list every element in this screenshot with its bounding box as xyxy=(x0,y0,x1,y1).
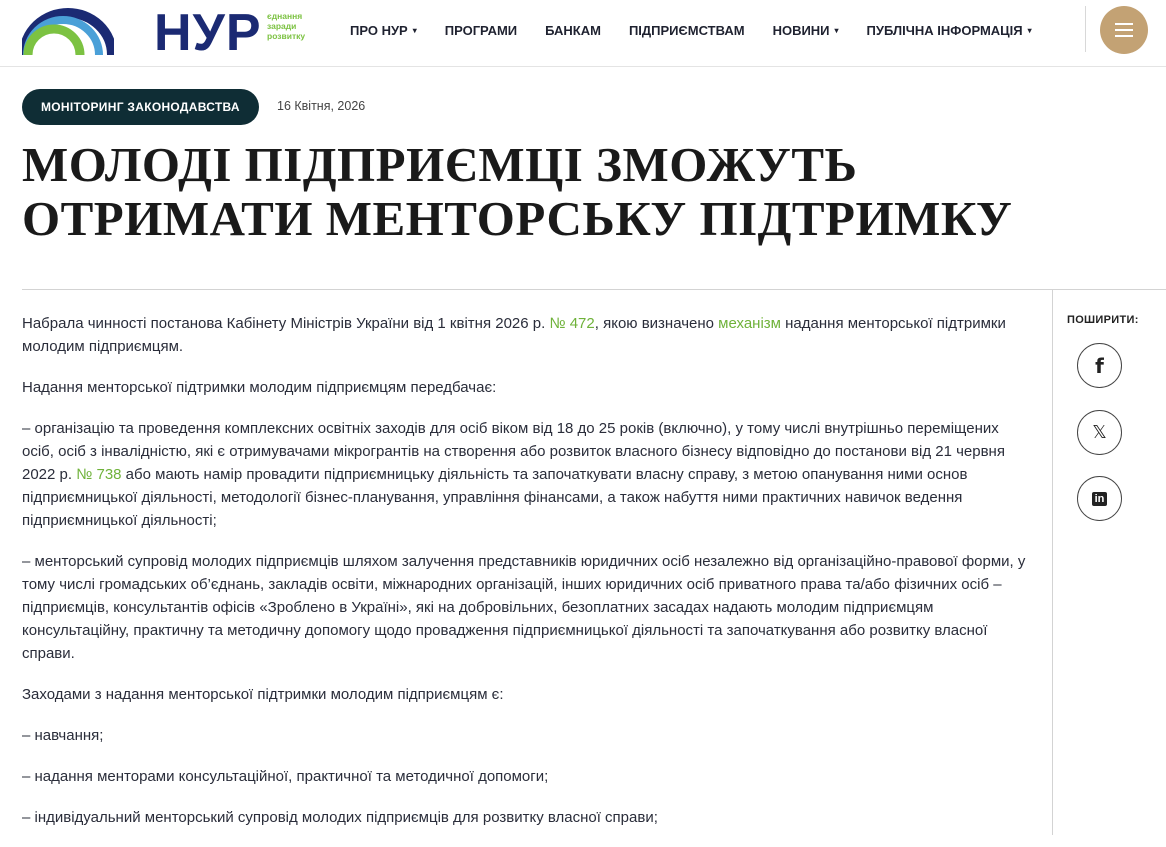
x-share-button[interactable] xyxy=(1077,410,1122,455)
paragraph-3 xyxy=(22,417,1032,532)
linkedin-share-button[interactable] xyxy=(1077,476,1122,521)
nav-label: БАНКАМ xyxy=(545,22,601,38)
chevron-down-icon: ▾ xyxy=(834,25,839,35)
linkedin-icon: in xyxy=(1092,492,1108,506)
paragraph-5: Заходами з надання менторської підтримки молодим підприємцям є: xyxy=(22,686,504,703)
share-label: ПОШИРИТИ: xyxy=(1067,314,1139,326)
site-logo[interactable] xyxy=(22,4,322,62)
nav-item-banks[interactable] xyxy=(545,23,601,38)
nav-item-enterprises[interactable] xyxy=(629,23,745,38)
chevron-down-icon: ▾ xyxy=(412,25,417,35)
facebook-share-button[interactable] xyxy=(1077,343,1122,388)
divider xyxy=(22,289,1166,290)
hamburger-icon[interactable] xyxy=(1100,6,1148,54)
main-nav xyxy=(350,0,1060,60)
text: – організацію та проведення комплексних освітніх заходів для осіб віком від 18 до 25 років (включно), у тому числі внутрішньо переміщених осіб, осіб з інвалідністю, які є отримувачами мікрогрантів на створення або розвиток власного бізнесу відповідно до постанови від 21 червня 2022 р. xyxy=(22,420,1005,483)
nav-item-about[interactable] xyxy=(350,23,417,38)
chevron-down-icon: ▾ xyxy=(1027,25,1032,35)
nav-label: ПРОГРАМИ xyxy=(444,22,518,38)
paragraph-4: – менторський супровід молодих підприємців шляхом залучення представників юридичних осіб незалежно від організаційно-правової форми, у тому числі громадських об’єднань, закладів освіти, міжнародних організацій, інших юридичних осіб приватного права та/або фізичних осіб – підприємців, консультантів офісів «Зроблено в Україні», які на добровільних, безоплатних засадах надають молодим підприємцям консультаційну, практичну та методичну допомогу щодо провадження підприємницької діяльності та започаткування або розвитку власної справи. xyxy=(22,553,1026,662)
tagline-line-2: заради xyxy=(267,21,297,31)
text: надання менторської підтримки молодим підприємцям. xyxy=(22,315,1006,355)
nav-item-public-info[interactable] xyxy=(867,23,1032,38)
nav-label: НОВИНИ xyxy=(772,22,830,38)
nav-item-programs[interactable] xyxy=(445,23,517,38)
logo-arcs-icon xyxy=(22,6,114,56)
article-body xyxy=(22,312,1032,847)
brand-name: НУР xyxy=(154,4,262,62)
paragraph-1 xyxy=(22,312,1032,358)
facebook-icon: f xyxy=(1095,353,1104,378)
resolution-472-link[interactable]: № 472 xyxy=(549,315,595,332)
nav-item-news[interactable] xyxy=(773,23,839,38)
nav-label: ПРО НУР xyxy=(350,22,408,38)
publish-date: 16 Квітня, 2026 xyxy=(277,99,366,113)
tagline-line-3: розвитку xyxy=(267,31,306,41)
category-badge[interactable]: МОНІТОРИНГ ЗАКОНОДАВСТВА xyxy=(22,89,259,125)
article-title: МОЛОДІ ПІДПРИЄМЦІ ЗМОЖУТЬ ОТРИМАТИ МЕНТОРСЬКУ ПІДТРИМКУ xyxy=(22,137,1013,246)
nav-label: ПУБЛІЧНА ІНФОРМАЦІЯ xyxy=(866,22,1023,38)
nav-label: ПІДПРИЄМСТВАМ xyxy=(628,22,745,38)
paragraph-7: – надання менторами консультаційної, практичної та методичної допомоги; xyxy=(22,768,549,785)
resolution-738-link[interactable]: № 738 xyxy=(76,466,122,483)
paragraph-2: Надання менторської підтримки молодим підприємцям передбачає: xyxy=(22,379,497,396)
x-icon: 𝕏 xyxy=(1092,422,1107,443)
tagline-line-1: єднання xyxy=(267,11,303,21)
header-divider xyxy=(1085,6,1086,52)
mechanism-link[interactable]: механізм xyxy=(718,315,781,332)
text: , якою визначено xyxy=(594,315,719,332)
text: Набрала чинності постанова Кабінету Міністрів України від 1 квітня 2026 р. xyxy=(22,315,550,332)
paragraph-8: – індивідуальний менторський супровід молодих підприємців для розвитку власної справи; xyxy=(22,809,658,826)
sidebar-divider xyxy=(1052,289,1053,835)
paragraph-6: – навчання; xyxy=(22,727,104,744)
brand-tagline xyxy=(267,11,305,41)
text: або мають намір провадити підприємницьку діяльність та започаткувати власну справу, з метою опанування ними основ підприємницької діяльності, методології бізнес-планування, управління фінансами, а також набуття ними практичних навичок ведення підприємницької діяльності; xyxy=(22,466,968,529)
site-header xyxy=(0,0,1166,67)
